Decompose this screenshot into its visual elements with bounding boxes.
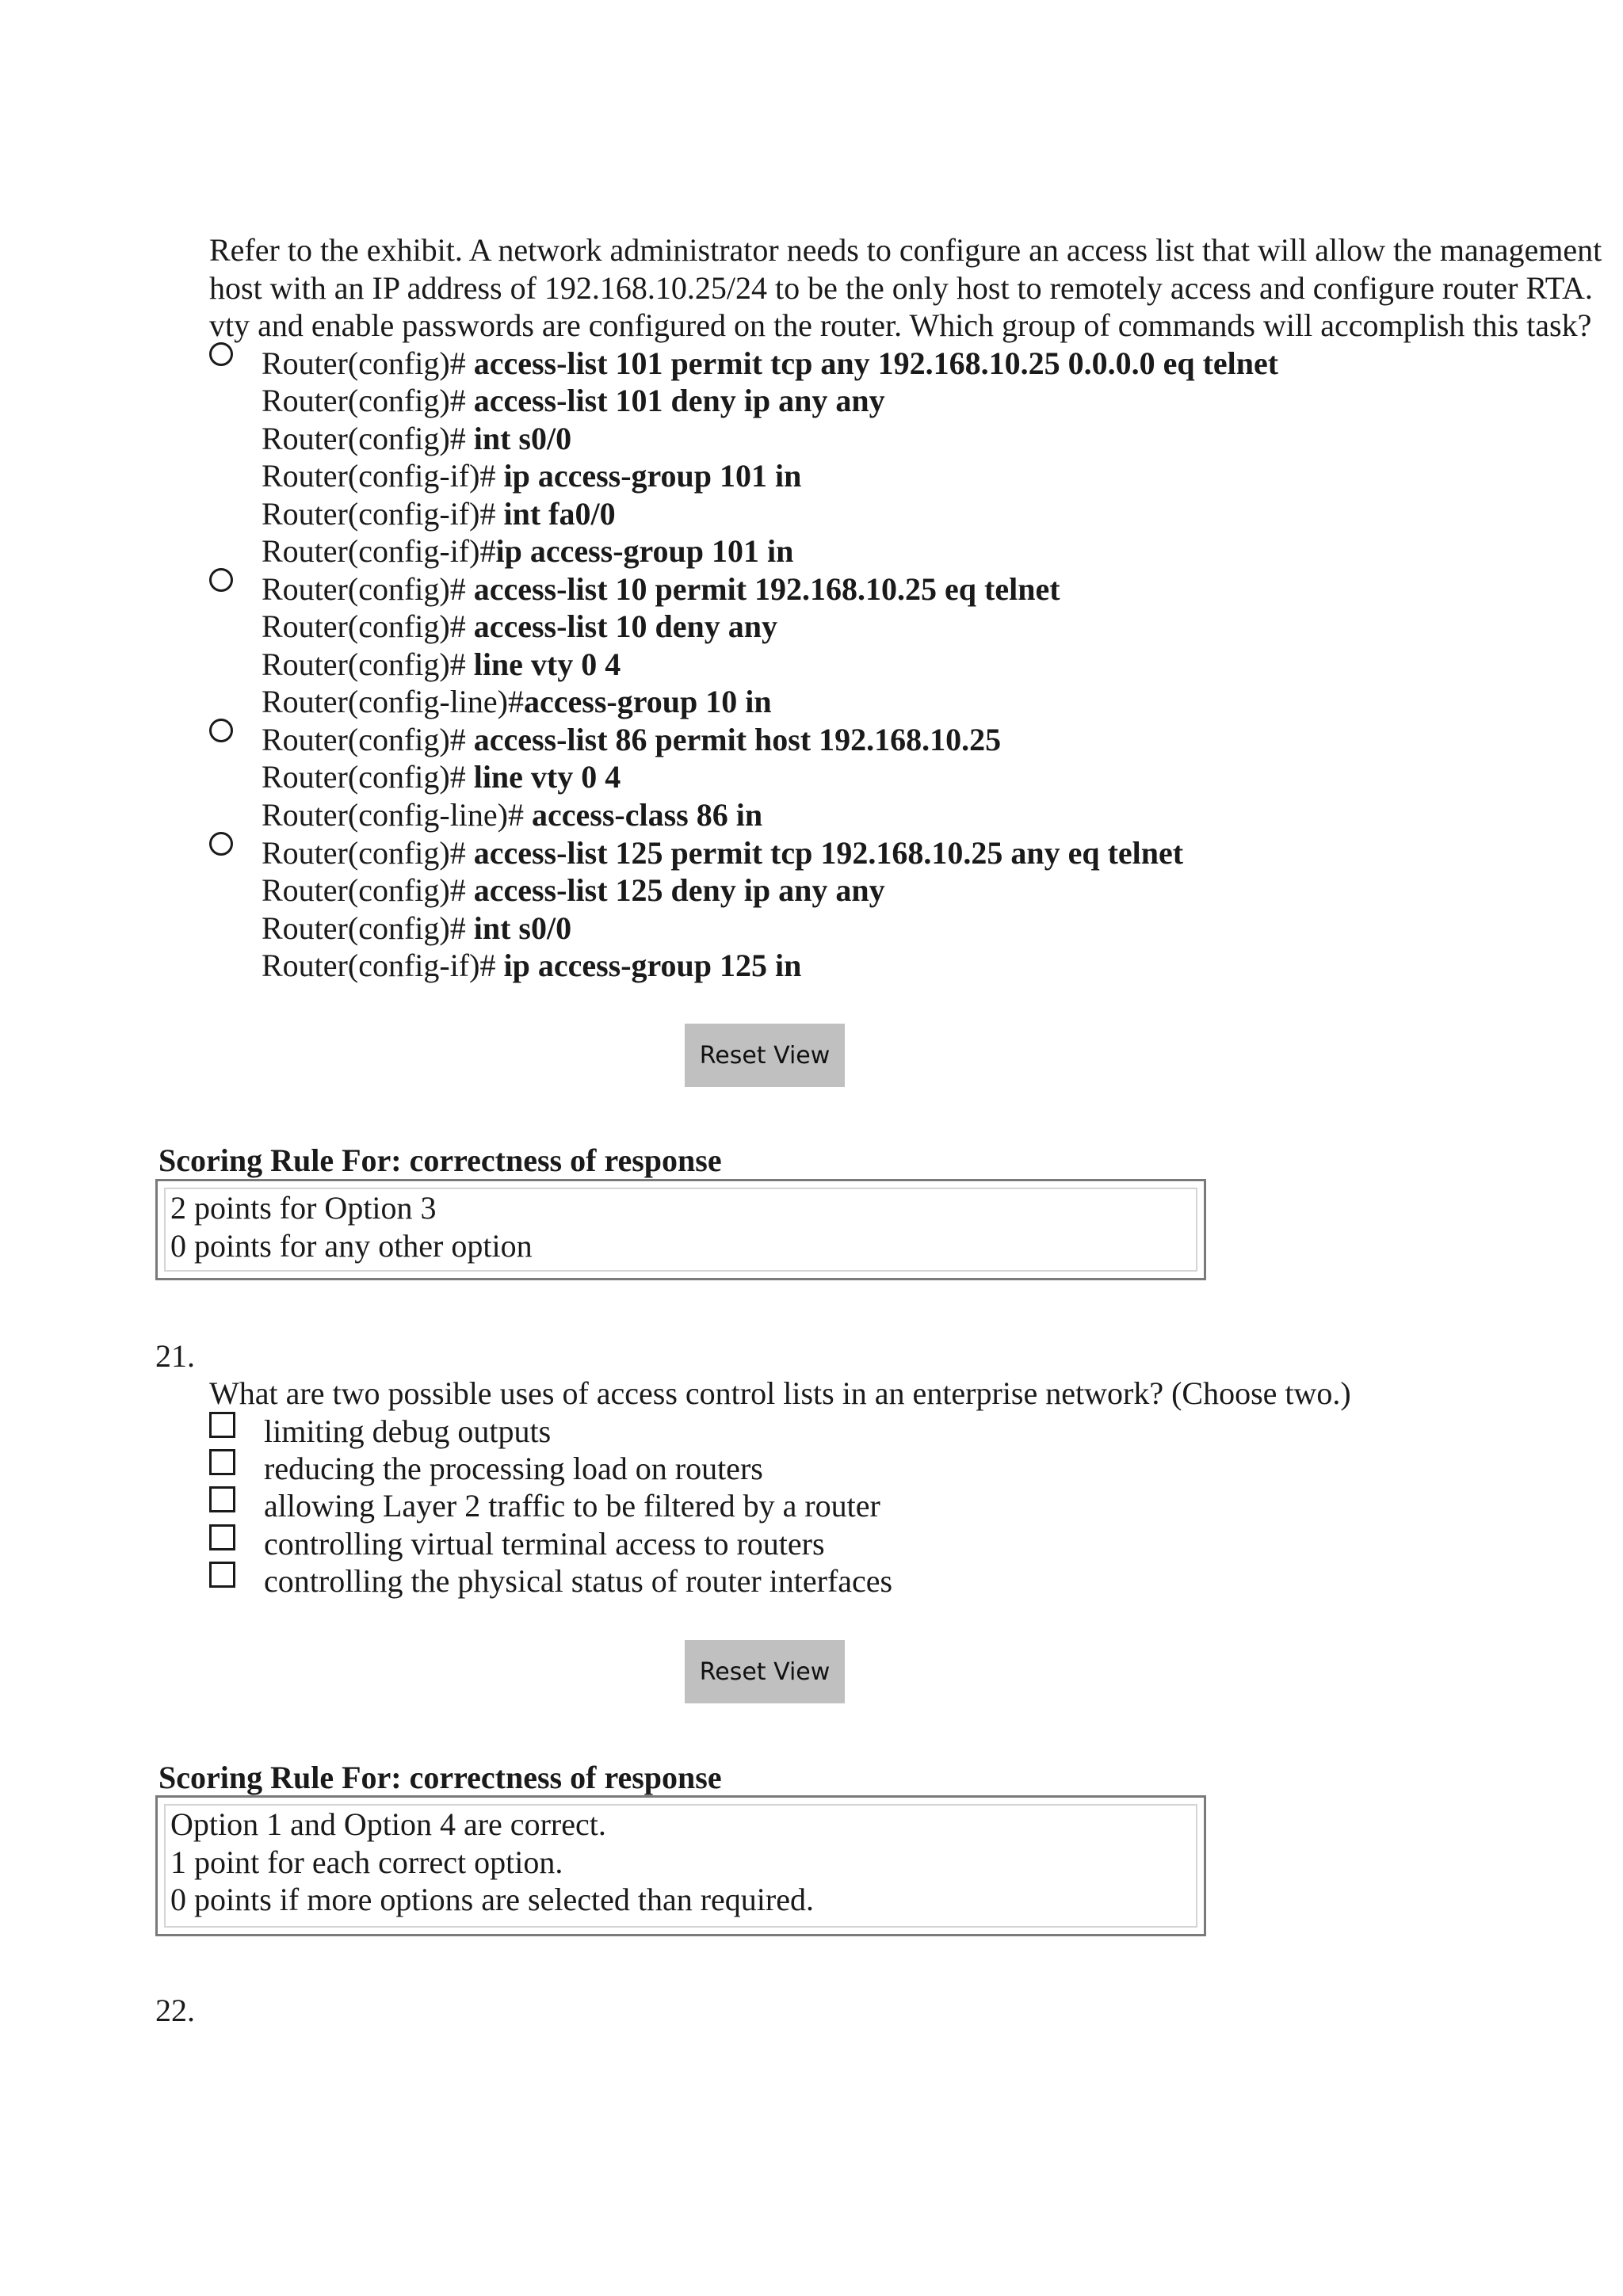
scoring-rule-content	[164, 1804, 1197, 1928]
reset-view-button[interactable]: Reset View	[685, 1640, 845, 1703]
scoring-rule-box	[155, 1795, 1206, 1936]
option-3-label: allowing Layer 2 traffic to be filtered by a router	[264, 1488, 880, 1524]
question-21-prompt: What are two possible uses of access control lists in an enterprise network? (Choose two.)	[209, 1375, 1351, 1411]
question-20-prompt-line-1: Refer to the exhibit. A network administrator needs to configure an access list that will allow the management	[209, 232, 1602, 268]
scoring-rule-content	[164, 1188, 1197, 1272]
option-4-label: controlling virtual terminal access to routers	[264, 1526, 825, 1562]
option-2-line-3: Router(config)# line vty 0 4	[262, 646, 621, 682]
option-2-label: reducing the processing load on routers	[264, 1451, 763, 1486]
question-22-number: 22.	[155, 1993, 195, 2028]
option-5-checkbox[interactable]	[209, 1562, 235, 1588]
option-5-label: controlling the physical status of router interfaces	[264, 1563, 893, 1599]
option-1-radio[interactable]	[209, 342, 233, 366]
option-1-line-5: Router(config-if)# int fa0/0	[262, 496, 616, 532]
question-20-prompt-line-2: host with an IP address of 192.168.10.25/24 to be the only host to remotely access and configure router RTA.	[209, 270, 1593, 306]
option-4-line-4: Router(config-if)# ip access-group 125 in	[262, 948, 802, 983]
option-1-label: limiting debug outputs	[264, 1413, 552, 1449]
option-4-line-2: Router(config)# access-list 125 deny ip any any	[262, 872, 885, 908]
option-3-radio[interactable]	[209, 719, 233, 742]
scoring-rule-title: Scoring Rule For: correctness of response	[158, 1142, 722, 1178]
option-4-checkbox[interactable]	[209, 1524, 235, 1550]
scoring-rule-line: 1 point for each correct option.	[170, 1844, 563, 1880]
option-3-checkbox[interactable]	[209, 1486, 235, 1512]
option-1-line-3: Router(config)# int s0/0	[262, 421, 572, 456]
option-4-line-1: Router(config)# access-list 125 permit tcp 192.168.10.25 any eq telnet	[262, 835, 1184, 871]
option-3-line-3: Router(config-line)# access-class 86 in	[262, 797, 763, 833]
scoring-rule-title: Scoring Rule For: correctness of response	[158, 1760, 722, 1795]
option-4-line-3: Router(config)# int s0/0	[262, 910, 572, 946]
option-2-radio[interactable]	[209, 568, 233, 592]
option-4-radio[interactable]	[209, 832, 233, 856]
scoring-rule-line: Option 1 and Option 4 are correct.	[170, 1806, 606, 1842]
option-1-checkbox[interactable]	[209, 1412, 235, 1438]
scoring-rule-line: 0 points for any other option	[170, 1227, 533, 1264]
scoring-rule-line: 2 points for Option 3	[170, 1190, 437, 1226]
option-1-line-2: Router(config)# access-list 101 deny ip any any	[262, 383, 885, 418]
question-21-number: 21.	[155, 1338, 195, 1374]
option-1-line-1: Router(config)# access-list 101 permit tcp any 192.168.10.25 0.0.0.0 eq telnet	[262, 345, 1279, 381]
option-1-line-4: Router(config-if)# ip access-group 101 in	[262, 458, 802, 494]
option-2-line-4: Router(config-line)#access-group 10 in	[262, 684, 772, 719]
question-20-prompt-line-3: vty and enable passwords are configured on the router. Which group of commands will accomplish this task?	[209, 307, 1592, 343]
option-2-line-1: Router(config)# access-list 10 permit 192.168.10.25 eq telnet	[262, 571, 1060, 607]
option-2-checkbox[interactable]	[209, 1449, 235, 1475]
option-3-line-2: Router(config)# line vty 0 4	[262, 759, 621, 795]
reset-view-button[interactable]: Reset View	[685, 1024, 845, 1087]
scoring-rule-line: 0 points if more options are selected than required.	[170, 1882, 814, 1917]
option-3-line-1: Router(config)# access-list 86 permit host 192.168.10.25	[262, 722, 1002, 757]
option-1-line-6: Router(config-if)#ip access-group 101 in	[262, 533, 794, 569]
option-2-line-2: Router(config)# access-list 10 deny any	[262, 608, 778, 644]
scoring-rule-box	[155, 1179, 1206, 1280]
